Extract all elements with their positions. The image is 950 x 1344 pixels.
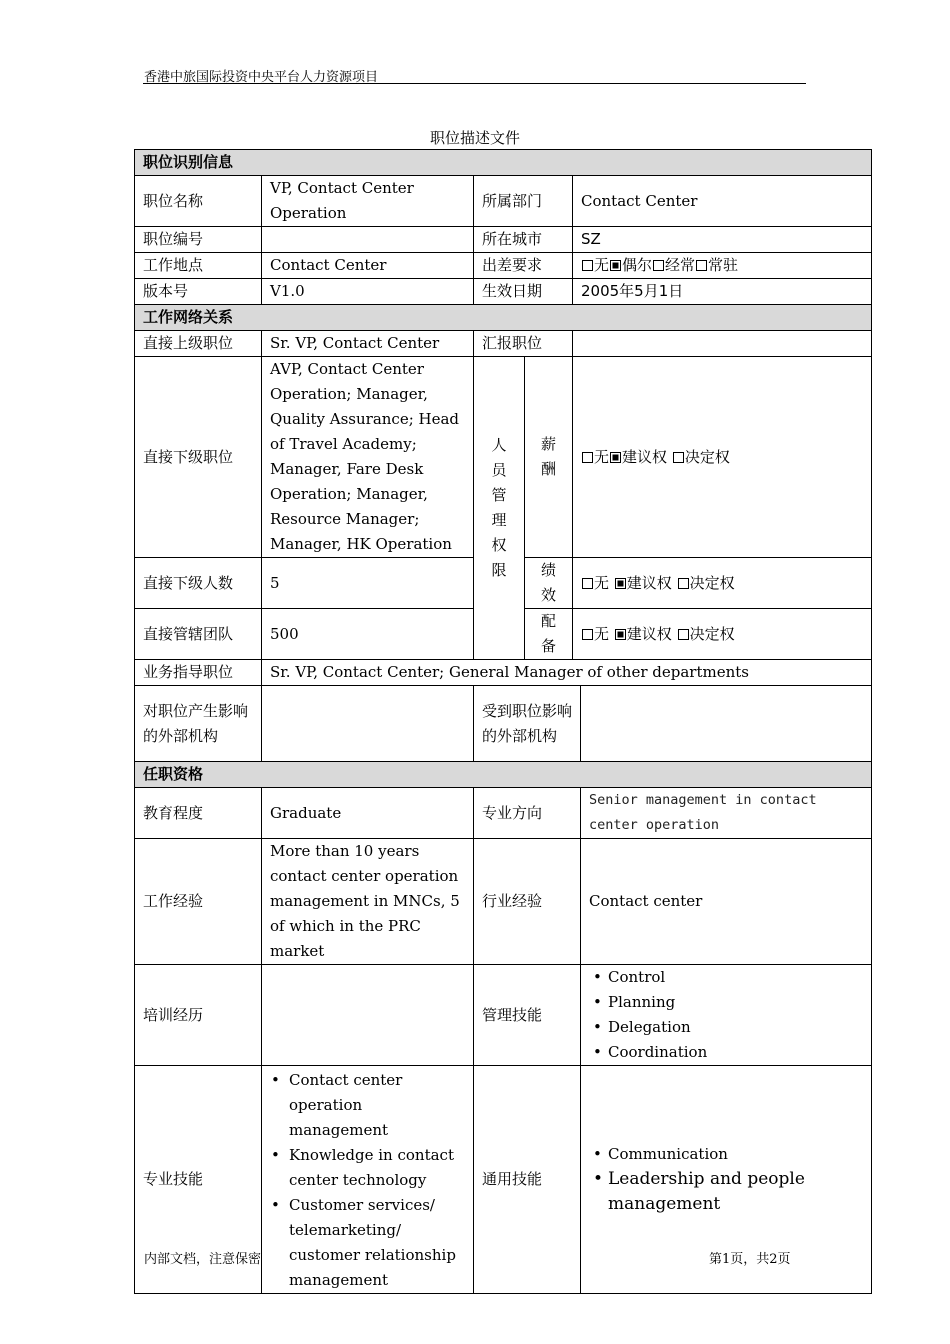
label-headcount: 直接下级人数 [135,558,262,609]
staffing-authority-options: 无 建议权 决定权 [573,609,872,660]
value-external-influence [262,686,474,762]
label-position-code: 职位编号 [135,227,262,253]
value-major: Senior management in contact center operation [581,788,872,839]
checkbox-performance-decide[interactable] [678,578,689,589]
professional-skills-list [262,1066,474,1294]
checkbox-travel-none[interactable] [582,260,593,271]
list-item: • Contact center operation management [289,1068,465,1143]
label-report-to: 汇报职位 [474,331,573,357]
performance-authority-options: 无 建议权 决定权 [573,558,872,609]
header-project-name: 香港中旅国际投资中央平台人力资源项目 [144,70,379,85]
list-item: • Customer services/ telemarketing/ customer relationship management [289,1193,465,1293]
footer-page-number: 第1页，共2页 [709,1252,791,1267]
list-item: • Planning [608,990,863,1015]
label-team: 直接管辖团队 [135,609,262,660]
value-direct-subordinates: AVP, Contact Center Operation; Manager, Quality Assurance; Head of Travel Academy; Manager, Fare Desk Operation; Manager, Resource Manager; Manager, HK Operation [262,357,474,558]
label-education: 教育程度 [135,788,262,839]
label-general-skills: 通用技能 [474,1066,581,1294]
travel-options [573,253,872,279]
list-item: • Control [608,965,863,990]
value-version: V1.0 [262,279,474,305]
checkbox-salary-none[interactable] [582,452,593,463]
value-position-title: VP, Contact Center Operation [262,176,474,227]
value-team: 500 [262,609,474,660]
value-training [262,965,474,1066]
checkbox-staffing-decide[interactable] [678,629,689,640]
label-industry-experience: 行业经验 [474,839,581,965]
label-professional-skills: 专业技能 [135,1066,262,1294]
travel-option-label: 常驻 [708,256,739,274]
label-version: 版本号 [135,279,262,305]
list-item: • Coordination [608,1040,863,1065]
checkbox-staffing-none[interactable] [582,629,593,640]
performance-label: 绩 效 [525,558,573,609]
travel-option-label: 无 [594,256,610,274]
label-work-location: 工作地点 [135,253,262,279]
section-qualification: 任职资格 [135,762,872,788]
list-item: • Delegation [608,1015,863,1040]
checkbox-travel-often[interactable] [653,260,664,271]
label-direct-superior: 直接上级职位 [135,331,262,357]
label-major: 专业方向 [474,788,581,839]
label-effective-date: 生效日期 [474,279,573,305]
label-external-influence: 对职位产生影响的外部机构 [135,686,262,762]
label-department: 所属部门 [474,176,573,227]
checkbox-performance-none[interactable] [582,578,593,589]
value-business-guidance: Sr. VP, Contact Center; General Manager of other departments [262,660,872,686]
section-network: 工作网络关系 [135,305,872,331]
header-rule [143,83,806,84]
value-industry-experience: Contact center [581,839,872,965]
label-work-experience: 工作经验 [135,839,262,965]
value-report-to [573,331,872,357]
list-item: • Communication [608,1142,863,1167]
travel-option-label: 偶尔 [622,256,653,274]
list-item: • Leadership and people management [608,1167,863,1217]
label-direct-subordinates: 直接下级职位 [135,357,262,558]
value-effective-date: 2005年5月1日 [573,279,872,305]
footer-confidential-note: 内部文档，注意保密 [144,1252,262,1267]
management-skills-list [581,965,872,1066]
checkbox-travel-occasional[interactable] [610,260,621,271]
section-identification: 职位识别信息 [135,150,872,176]
label-travel: 出差要求 [474,253,573,279]
list-item: • Knowledge in contact center technology [289,1143,465,1193]
checkbox-performance-suggest[interactable] [615,578,626,589]
value-position-code [262,227,474,253]
travel-option-label: 经常 [665,256,696,274]
value-work-experience: More than 10 years contact center operation management in MNCs, 5 of which in the PRC market [262,839,474,965]
value-department: Contact Center [573,176,872,227]
checkbox-salary-decide[interactable] [673,452,684,463]
doc-title: 职位描述文件 [429,129,520,147]
authority-label: 人 员 管 理 权 限 [474,357,525,660]
checkbox-travel-resident[interactable] [696,260,707,271]
salary-authority-options: 无 建议权 决定权 [573,357,872,558]
label-business-guidance: 业务指导职位 [135,660,262,686]
label-training: 培训经历 [135,965,262,1066]
label-external-influenced: 受到职位影响的外部机构 [474,686,581,762]
salary-label: 薪 酬 [525,357,573,558]
value-city: SZ [573,227,872,253]
value-external-influenced [581,686,872,762]
label-position-title: 职位名称 [135,176,262,227]
staffing-label: 配 备 [525,609,573,660]
value-education: Graduate [262,788,474,839]
label-city: 所在城市 [474,227,573,253]
value-direct-superior: Sr. VP, Contact Center [262,331,474,357]
value-work-location: Contact Center [262,253,474,279]
job-description-table [134,149,872,1294]
value-headcount: 5 [262,558,474,609]
checkbox-staffing-suggest[interactable] [615,629,626,640]
label-management-skills: 管理技能 [474,965,581,1066]
checkbox-salary-suggest[interactable] [610,452,621,463]
